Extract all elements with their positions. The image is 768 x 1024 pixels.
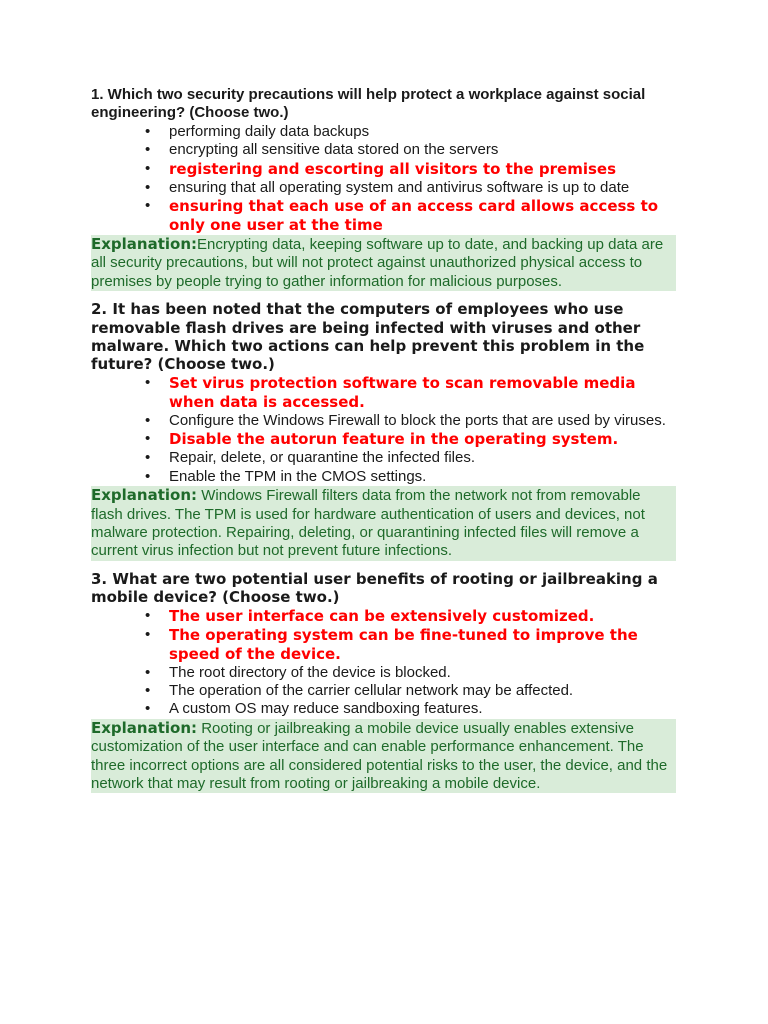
option-item-correct (91, 197, 676, 235)
option-list (91, 123, 676, 235)
correct-option-text: The operating system can be fine-tuned to improve the speed of the device. (169, 625, 638, 663)
option-text: ensuring that all operating system and antivirus software is up to date (169, 178, 630, 196)
option-text: encrypting all sensitive data stored on the servers (169, 141, 499, 159)
option-item (91, 412, 676, 430)
bullet-icon: • (145, 373, 151, 391)
bullet-icon: • (145, 159, 151, 177)
bullet-icon: • (145, 411, 151, 429)
option-item (91, 123, 676, 141)
bullet-icon: • (145, 178, 151, 196)
option-text: performing daily data backups (169, 122, 370, 140)
question-block-3 (91, 570, 676, 794)
bullet-icon: • (145, 197, 151, 215)
option-text: The operation of the carrier cellular network may be affected. (169, 681, 574, 699)
correct-option-text: The user interface can be extensively customized. (169, 606, 595, 625)
bullet-icon: • (145, 122, 151, 140)
option-item (91, 179, 676, 197)
correct-option-text: Disable the autorun feature in the operating system. (169, 430, 619, 449)
bullet-icon: • (145, 625, 151, 643)
option-item-correct (91, 626, 676, 664)
explanation-text: Windows Firewall filters data from the network not from removable flash drives. The TPM is used for hardware authentication of users and devices, not malware protection. Repairing, deleting, or quarantining infected files will remove a current virus infection but not prevent future infections. (91, 487, 645, 560)
option-item-correct (91, 374, 676, 412)
option-text: The root directory of the device is blocked. (169, 663, 451, 681)
question-text: 3. What are two potential user benefits of rooting or jailbreaking a mobile device? (Choose two.) (91, 569, 658, 607)
bullet-icon: • (145, 430, 151, 448)
bullet-icon: • (145, 449, 151, 467)
option-list (91, 374, 676, 486)
option-text: A custom OS may reduce sandboxing features. (169, 700, 483, 718)
option-item-correct (91, 430, 676, 449)
option-item (91, 682, 676, 700)
spacer (91, 291, 676, 300)
option-item (91, 141, 676, 159)
explanation-box (91, 719, 676, 794)
option-text: Configure the Windows Firewall to block the ports that are used by viruses. (169, 411, 666, 429)
option-item (91, 449, 676, 467)
option-text: Repair, delete, or quarantine the infected files. (169, 449, 476, 467)
document-page (91, 86, 676, 793)
option-item-correct (91, 160, 676, 179)
explanation-text: Rooting or jailbreaking a mobile device usually enables extensive customization of the user interface and can enable performance enhancement. The three incorrect options are all considered potential risks to the user, the device, and the network that may result from rooting or jailbreaking a mobile device. (91, 719, 668, 792)
bullet-icon: • (145, 681, 151, 699)
bullet-icon: • (145, 700, 151, 718)
explanation-label: Explanation: (91, 486, 198, 505)
bullet-icon: • (145, 606, 151, 624)
option-text: Enable the TPM in the CMOS settings. (169, 467, 427, 485)
option-item-correct (91, 607, 676, 626)
explanation-box (91, 486, 676, 561)
option-item (91, 664, 676, 682)
explanation-box (91, 235, 676, 291)
correct-option-text: Set virus protection software to scan removable media when data is accessed. (169, 373, 636, 411)
spacer (91, 561, 676, 570)
question-block-1 (91, 86, 676, 291)
correct-option-text: ensuring that each use of an access card allows access to only one user at the time (169, 197, 659, 235)
bullet-icon: • (145, 141, 151, 159)
explanation-label: Explanation: (91, 235, 198, 254)
question-text: 1. Which two security precautions will help protect a workplace against social engineering? (Choose two.) (91, 86, 646, 122)
bullet-icon: • (145, 663, 151, 681)
correct-option-text: registering and escorting all visitors to the premises (169, 159, 616, 178)
explanation-text: Encrypting data, keeping software up to date, and backing up data are all security precautions, but will not protect against unauthorized physical access to premises by people trying to gather information for malicious purposes. (91, 236, 664, 290)
option-item (91, 700, 676, 718)
option-list (91, 607, 676, 719)
bullet-icon: • (145, 467, 151, 485)
option-item (91, 468, 676, 486)
explanation-label: Explanation: (91, 718, 198, 737)
question-text: 2. It has been noted that the computers of employees who use removable flash drives are being infected with viruses and other malware. Which two actions can help prevent this problem in the future? (Choose two.) (91, 300, 645, 374)
question-block-2 (91, 300, 676, 560)
